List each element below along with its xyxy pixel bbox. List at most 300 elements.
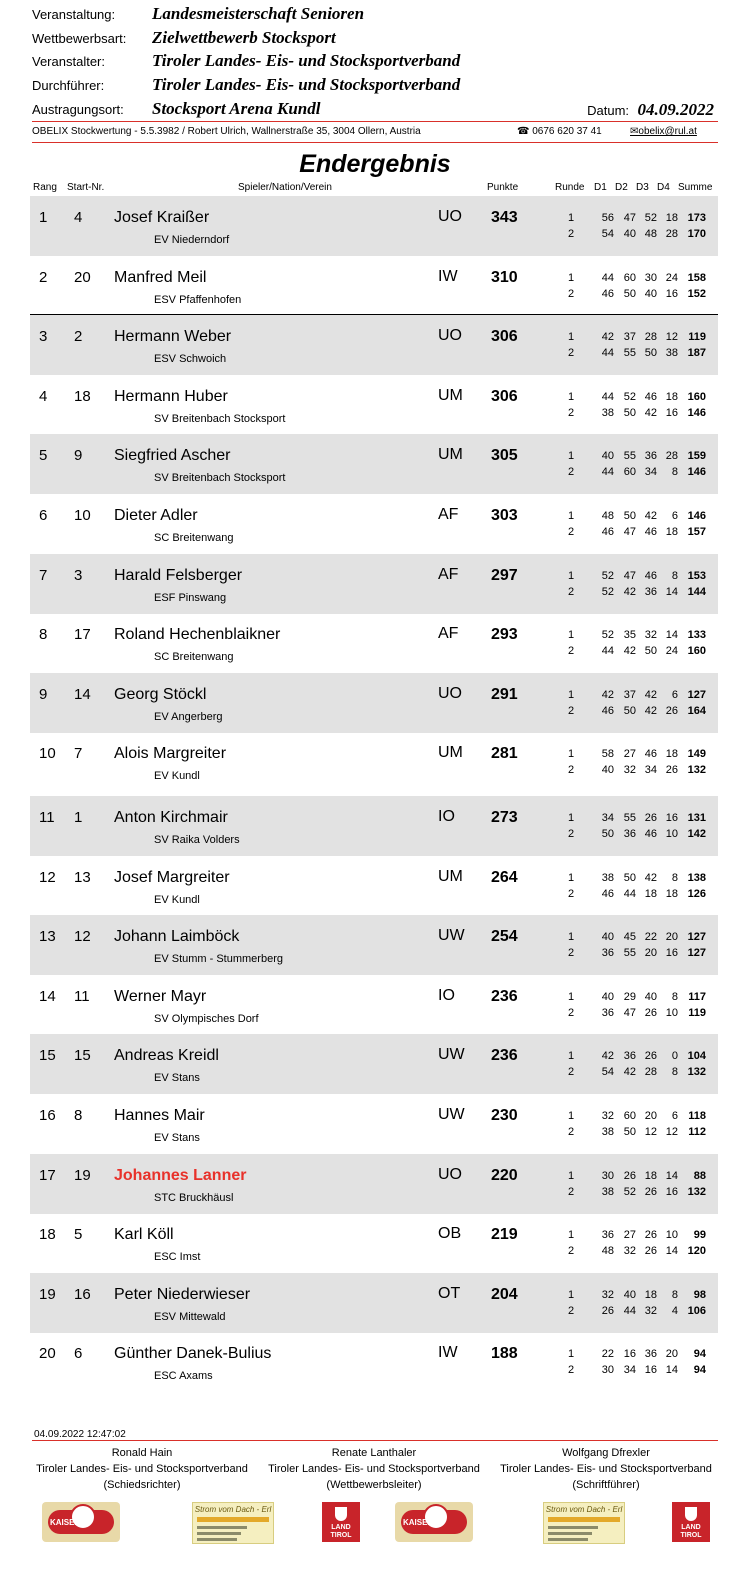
d4-cell: 18	[665, 390, 678, 403]
page-title: Endergebnis	[299, 150, 451, 178]
runde-cell: 1	[568, 510, 575, 522]
d2-cell: 60	[623, 466, 636, 479]
player-name: Josef Margreiter	[114, 868, 230, 886]
runde-cell: 2	[568, 645, 575, 658]
veranstalter-value: Tiroler Landes- Eis- und Stocksportverband	[152, 51, 461, 70]
punkte-cell: 306	[491, 387, 518, 405]
player-name: Johann Laimböck	[114, 928, 240, 946]
punkte-cell: 273	[491, 809, 518, 826]
start-nr-cell: 19	[74, 1166, 91, 1184]
d4-cell: 24	[665, 645, 678, 658]
print-timestamp: 04.09.2022 12:47:02	[34, 1429, 126, 1440]
punkte-cell: 293	[491, 626, 518, 644]
d1-cell: 40	[601, 450, 614, 463]
runde-cell: 2	[568, 1126, 575, 1138]
runde-cell: 2	[568, 1245, 575, 1258]
runde-cell: 1	[568, 212, 575, 224]
summe-cell: 118	[688, 1110, 706, 1122]
start-nr-cell: 15	[74, 1047, 91, 1065]
d3-cell: 18	[644, 887, 657, 900]
land-tirol-logo	[322, 1502, 360, 1542]
land-tirol-logo-2	[672, 1502, 710, 1542]
col-summe: Summe	[678, 182, 713, 193]
runde-cell: 2	[568, 585, 575, 598]
player-club: SV Raika Volders	[154, 834, 240, 846]
col-spieler: Spieler/Nation/Verein	[238, 182, 332, 193]
start-nr-cell: 4	[74, 209, 83, 226]
d1-cell: 36	[601, 947, 614, 960]
start-nr-cell: 11	[74, 987, 90, 1005]
start-nr-cell: 1	[74, 809, 83, 826]
d3-cell: 40	[644, 990, 657, 1003]
datum-value: 04.09.2022	[637, 100, 714, 119]
runde-cell: 1	[568, 1229, 575, 1242]
player-nation: OT	[438, 1284, 461, 1302]
player-name: Hermann Weber	[114, 328, 232, 346]
kaiser-logo-2	[395, 1502, 473, 1542]
punkte-cell: 204	[491, 1285, 518, 1303]
veranstalter-label: Veranstalter:	[32, 54, 105, 69]
summe-cell: 94	[693, 1348, 706, 1361]
player-name: Hannes Mair	[114, 1107, 205, 1124]
d3-cell: 46	[644, 569, 657, 582]
d1-cell: 42	[601, 1050, 614, 1063]
d2-cell: 36	[623, 1050, 636, 1063]
d1-cell: 46	[601, 704, 614, 717]
col-d3: D3	[636, 182, 649, 193]
d1-cell: 46	[601, 526, 614, 538]
d2-cell: 36	[623, 828, 636, 840]
start-nr-cell: 8	[74, 1107, 83, 1124]
d4-cell: 26	[665, 764, 678, 777]
kaiser-logo	[42, 1502, 120, 1542]
d4-cell: 12	[665, 1126, 678, 1138]
d4-cell: 26	[665, 704, 678, 717]
d2-cell: 50	[623, 704, 636, 717]
player-club: ESC Imst	[154, 1251, 201, 1264]
table-row	[30, 315, 718, 375]
rang-cell: 6	[39, 507, 48, 524]
d2-cell: 32	[623, 1245, 636, 1258]
runde-cell: 1	[568, 990, 575, 1003]
player-club: EV Niederndorf	[154, 234, 230, 246]
player-nation: UO	[438, 208, 462, 225]
summe-cell: 106	[687, 1304, 706, 1317]
player-nation: UW	[438, 1106, 465, 1123]
d3-cell: 50	[644, 645, 657, 658]
d3-cell: 42	[644, 871, 657, 884]
start-nr-cell: 10	[74, 507, 91, 524]
col-d4: D4	[657, 182, 670, 193]
punkte-cell: 219	[491, 1226, 518, 1244]
punkte-cell: 220	[491, 1166, 518, 1184]
rang-cell: 17	[39, 1166, 56, 1184]
summe-cell: 146	[687, 406, 706, 419]
summe-cell: 160	[687, 390, 706, 403]
d3-cell: 26	[644, 1229, 657, 1242]
info-divider	[32, 142, 718, 143]
summe-cell: 132	[687, 1066, 706, 1079]
table-row	[30, 1273, 718, 1333]
punkte-cell: 291	[491, 685, 518, 703]
d2-cell: 29	[623, 990, 636, 1003]
d4-cell: 12	[665, 331, 678, 344]
signature-schiedsrichter	[22, 1445, 262, 1493]
summe-cell: 94	[693, 1364, 706, 1377]
d4-cell: 10	[665, 1006, 678, 1019]
d1-cell: 52	[601, 569, 614, 582]
d1-cell: 50	[601, 828, 614, 840]
strom-vom-dach-logo	[192, 1502, 274, 1544]
d4-cell: 16	[665, 947, 678, 960]
player-club: SV Olympisches Dorf	[154, 1012, 259, 1025]
player-nation: UO	[438, 327, 462, 345]
veranstaltung-value: Landesmeisterschaft Senioren	[152, 4, 365, 23]
player-nation: UM	[438, 446, 463, 464]
punkte-cell: 310	[491, 268, 518, 286]
d3-cell: 32	[644, 629, 657, 642]
d1-cell: 40	[601, 764, 614, 777]
summe-cell: 142	[687, 828, 706, 840]
d3-cell: 46	[644, 748, 657, 761]
strom-vom-dach-logo-2	[543, 1502, 625, 1544]
player-nation: IW	[438, 1344, 458, 1362]
d3-cell: 20	[644, 947, 657, 960]
player-name: Hermann Huber	[114, 387, 228, 405]
d4-cell: 6	[671, 688, 678, 701]
player-nation: AF	[438, 565, 459, 583]
d4-cell: 8	[671, 990, 678, 1003]
summe-cell: 157	[687, 526, 706, 538]
software-info: OBELIX Stockwertung - 5.5.3982 / Robert Ulrich, Wallnerstraße 35, 3004 Ollern, Austria	[32, 126, 421, 137]
summe-cell: 158	[687, 271, 706, 284]
d3-cell: 28	[644, 331, 657, 344]
rang-cell: 1	[39, 209, 48, 226]
player-name: Harald Felsberger	[114, 566, 243, 584]
d2-cell: 55	[623, 947, 636, 960]
d2-cell: 47	[623, 569, 636, 582]
d3-cell: 42	[644, 688, 657, 701]
runde-cell: 2	[568, 828, 575, 840]
d2-cell: 37	[623, 688, 636, 701]
punkte-cell: 254	[491, 928, 518, 946]
table-row	[30, 256, 718, 316]
summe-cell: 119	[688, 1006, 706, 1019]
table-row	[30, 554, 718, 614]
player-name: Siegfried Ascher	[114, 447, 231, 465]
d2-cell: 55	[623, 812, 636, 824]
start-nr-cell: 14	[74, 685, 91, 703]
table-row	[30, 915, 718, 975]
summe-cell: 164	[687, 704, 706, 717]
d2-cell: 27	[623, 1229, 636, 1242]
d3-cell: 22	[644, 931, 657, 944]
d4-cell: 14	[665, 629, 678, 642]
col-start: Start-Nr.	[67, 182, 105, 193]
d4-cell: 6	[671, 510, 678, 522]
d4-cell: 24	[665, 271, 678, 284]
signature-role: (Schiedsrichter)	[103, 1479, 181, 1491]
player-nation: UM	[438, 386, 463, 404]
rang-cell: 5	[39, 447, 48, 465]
table-row	[30, 1213, 718, 1273]
d4-cell: 18	[665, 887, 678, 900]
d1-cell: 54	[601, 228, 614, 240]
start-nr-cell: 12	[74, 928, 91, 946]
signature-org: Tiroler Landes- Eis- und Stocksportverband	[268, 1463, 480, 1475]
d2-cell: 35	[623, 629, 636, 642]
table-row	[30, 1154, 718, 1214]
summe-cell: 133	[687, 629, 706, 642]
d1-cell: 36	[601, 1006, 614, 1019]
table-row	[30, 613, 718, 673]
runde-cell: 2	[568, 287, 575, 300]
player-club: SV Breitenbach Stocksport	[154, 412, 286, 425]
d2-cell: 40	[623, 1288, 636, 1301]
d1-cell: 22	[601, 1348, 614, 1361]
d2-cell: 60	[623, 271, 636, 284]
d1-cell: 48	[601, 1245, 614, 1258]
email-link[interactable]: ✉obelix@rul.at	[630, 126, 697, 137]
d1-cell: 48	[601, 510, 614, 522]
d3-cell: 34	[644, 764, 657, 777]
runde-cell: 2	[568, 1364, 575, 1377]
d1-cell: 32	[601, 1110, 614, 1122]
d4-cell: 6	[671, 1110, 678, 1122]
summe-cell: 149	[687, 748, 706, 761]
d4-cell: 38	[665, 347, 678, 360]
runde-cell: 2	[568, 1066, 575, 1079]
table-row	[30, 732, 718, 792]
d3-cell: 42	[644, 510, 657, 522]
d4-cell: 28	[665, 450, 678, 463]
player-club: EV Kundl	[154, 893, 200, 906]
d1-cell: 30	[601, 1364, 614, 1377]
summe-cell: 146	[687, 510, 706, 522]
d3-cell: 42	[644, 406, 657, 419]
runde-cell: 2	[568, 1185, 575, 1198]
rang-cell: 7	[39, 566, 48, 584]
d2-cell: 42	[623, 1066, 636, 1079]
punkte-cell: 281	[491, 745, 518, 763]
d3-cell: 48	[644, 228, 657, 240]
d2-cell: 34	[623, 1364, 636, 1377]
d1-cell: 40	[601, 931, 614, 944]
summe-cell: 144	[687, 585, 706, 598]
d3-cell: 36	[644, 450, 657, 463]
start-nr-cell: 18	[74, 387, 91, 405]
rang-cell: 9	[39, 685, 48, 703]
player-name: Johannes Lanner	[114, 1166, 247, 1184]
player-nation: UM	[438, 867, 463, 885]
player-name: Karl Köll	[114, 1226, 174, 1244]
datum	[587, 100, 714, 120]
strom-logo-text: Strom vom Dach - Erl	[194, 1505, 272, 1514]
rang-cell: 19	[39, 1285, 56, 1303]
punkte-cell: 188	[491, 1345, 518, 1363]
veranstaltung-label: Veranstaltung:	[32, 7, 116, 22]
player-name: Alois Margreiter	[114, 745, 227, 763]
table-row	[30, 796, 718, 856]
player-nation: UW	[438, 927, 465, 945]
rang-cell: 18	[39, 1226, 56, 1244]
d4-cell: 18	[665, 526, 678, 538]
d4-cell: 8	[671, 1288, 678, 1301]
d1-cell: 56	[601, 212, 614, 224]
d4-cell: 8	[671, 466, 678, 479]
player-nation: AF	[438, 625, 459, 643]
summe-cell: 152	[687, 287, 706, 300]
summe-cell: 120	[687, 1245, 706, 1258]
d4-cell: 14	[665, 585, 678, 598]
player-name: Dieter Adler	[114, 507, 198, 524]
signature-org: Tiroler Landes- Eis- und Stocksportverband	[500, 1463, 712, 1475]
d2-cell: 45	[623, 931, 636, 944]
runde-cell: 2	[568, 406, 575, 419]
signature-name: Ronald Hain	[111, 1447, 173, 1459]
player-name: Peter Niederwieser	[114, 1285, 251, 1303]
d1-cell: 38	[601, 1185, 614, 1198]
footer-divider	[32, 1440, 718, 1441]
d4-cell: 28	[665, 228, 678, 240]
table-row	[30, 494, 718, 554]
player-club: EV Stans	[154, 1072, 200, 1085]
start-nr-cell: 6	[74, 1345, 83, 1363]
d3-cell: 26	[644, 1050, 657, 1063]
d3-cell: 46	[644, 828, 657, 840]
table-row	[30, 1332, 718, 1392]
d2-cell: 40	[623, 228, 636, 240]
d3-cell: 36	[644, 1348, 657, 1361]
rang-cell: 2	[39, 268, 48, 286]
runde-cell: 2	[568, 526, 575, 538]
summe-cell: 127	[687, 688, 706, 701]
summe-cell: 132	[687, 764, 706, 777]
runde-cell: 2	[568, 1304, 575, 1317]
signature-name: Renate Lanthaler	[331, 1447, 417, 1459]
runde-cell: 2	[568, 947, 575, 960]
rang-cell: 8	[39, 626, 48, 644]
runde-cell: 2	[568, 466, 575, 479]
d2-cell: 44	[623, 1304, 636, 1317]
rang-cell: 12	[39, 868, 56, 886]
player-name: Günther Danek-Bulius	[114, 1345, 272, 1363]
signature-name: Wolfgang Dfrexler	[562, 1447, 650, 1459]
d3-cell: 26	[644, 1245, 657, 1258]
d4-cell: 20	[665, 931, 678, 944]
player-nation: UO	[438, 684, 462, 702]
durchfuehrer-label: Durchführer:	[32, 78, 105, 93]
punkte-cell: 236	[491, 987, 518, 1005]
row-separator	[30, 314, 718, 315]
rang-cell: 16	[39, 1107, 56, 1124]
start-nr-cell: 3	[74, 566, 83, 584]
player-name: Manfred Meil	[114, 268, 207, 286]
d3-cell: 12	[644, 1126, 657, 1138]
player-nation: UM	[438, 744, 463, 762]
d1-cell: 54	[601, 1066, 614, 1079]
col-d2: D2	[615, 182, 628, 193]
player-club: EV Stumm - Stummerberg	[154, 953, 283, 966]
signature-org: Tiroler Landes- Eis- und Stocksportverband	[36, 1463, 248, 1475]
d2-cell: 60	[623, 1110, 636, 1122]
rang-cell: 20	[39, 1345, 56, 1363]
punkte-cell: 303	[491, 507, 518, 524]
summe-cell: 126	[687, 887, 706, 900]
runde-cell: 2	[568, 764, 575, 777]
start-nr-cell: 17	[74, 626, 91, 644]
d3-cell: 26	[644, 1185, 657, 1198]
wettbewerbsart-label: Wettbewerbsart:	[32, 31, 127, 46]
d2-cell: 42	[623, 645, 636, 658]
d4-cell: 16	[665, 406, 678, 419]
runde-cell: 2	[568, 228, 575, 240]
d3-cell: 16	[644, 1364, 657, 1377]
rang-cell: 10	[39, 745, 56, 763]
d2-cell: 55	[623, 450, 636, 463]
datum-label: Datum:	[587, 103, 630, 118]
signature-wettbewerbsleiter	[254, 1445, 494, 1493]
d4-cell: 18	[665, 748, 678, 761]
summe-cell: 146	[687, 466, 706, 479]
table-row	[30, 1094, 718, 1154]
d4-cell: 14	[665, 1364, 678, 1377]
land-tirol-text: LAND TIROL	[680, 1524, 702, 1539]
summe-cell: 160	[687, 645, 706, 658]
d3-cell: 42	[644, 704, 657, 717]
d1-cell: 52	[601, 629, 614, 642]
rang-cell: 4	[39, 387, 48, 405]
start-nr-cell: 20	[74, 268, 91, 286]
d2-cell: 44	[623, 887, 636, 900]
d3-cell: 46	[644, 526, 657, 538]
runde-cell: 2	[568, 347, 575, 360]
table-row	[30, 196, 718, 256]
table-row	[30, 975, 718, 1035]
d1-cell: 32	[601, 1288, 614, 1301]
d3-cell: 26	[644, 812, 657, 824]
rang-cell: 14	[39, 987, 56, 1005]
d3-cell: 28	[644, 1066, 657, 1079]
d1-cell: 44	[601, 390, 614, 403]
wettbewerbsart-value: Zielwettbewerb Stocksport	[152, 28, 336, 47]
player-nation: OB	[438, 1225, 462, 1243]
punkte-cell: 305	[491, 447, 518, 465]
d1-cell: 46	[601, 887, 614, 900]
d4-cell: 20	[665, 1348, 678, 1361]
austragungsort-value: Stocksport Arena Kundl	[152, 99, 321, 118]
player-club: EV Stans	[154, 1132, 200, 1144]
d1-cell: 38	[601, 871, 614, 884]
player-club: ESV Pfaffenhofen	[154, 293, 242, 306]
player-name: Georg Stöckl	[114, 685, 207, 703]
summe-cell: 187	[687, 347, 706, 360]
d1-cell: 40	[601, 990, 614, 1003]
d1-cell: 42	[601, 331, 614, 344]
kaiser-logo-text: KAISER	[50, 1518, 81, 1527]
player-club: ESV Mittewald	[154, 1310, 226, 1323]
d4-cell: 14	[665, 1245, 678, 1258]
runde-cell: 1	[568, 450, 575, 463]
runde-cell: 1	[568, 569, 575, 582]
runde-cell: 1	[568, 271, 575, 284]
d2-cell: 32	[623, 764, 636, 777]
d4-cell: 4	[671, 1304, 678, 1317]
durchfuehrer-value: Tiroler Landes- Eis- und Stocksportverband	[152, 75, 461, 94]
runde-cell: 1	[568, 1110, 575, 1122]
rang-cell: 15	[39, 1047, 56, 1065]
table-row	[30, 856, 718, 916]
